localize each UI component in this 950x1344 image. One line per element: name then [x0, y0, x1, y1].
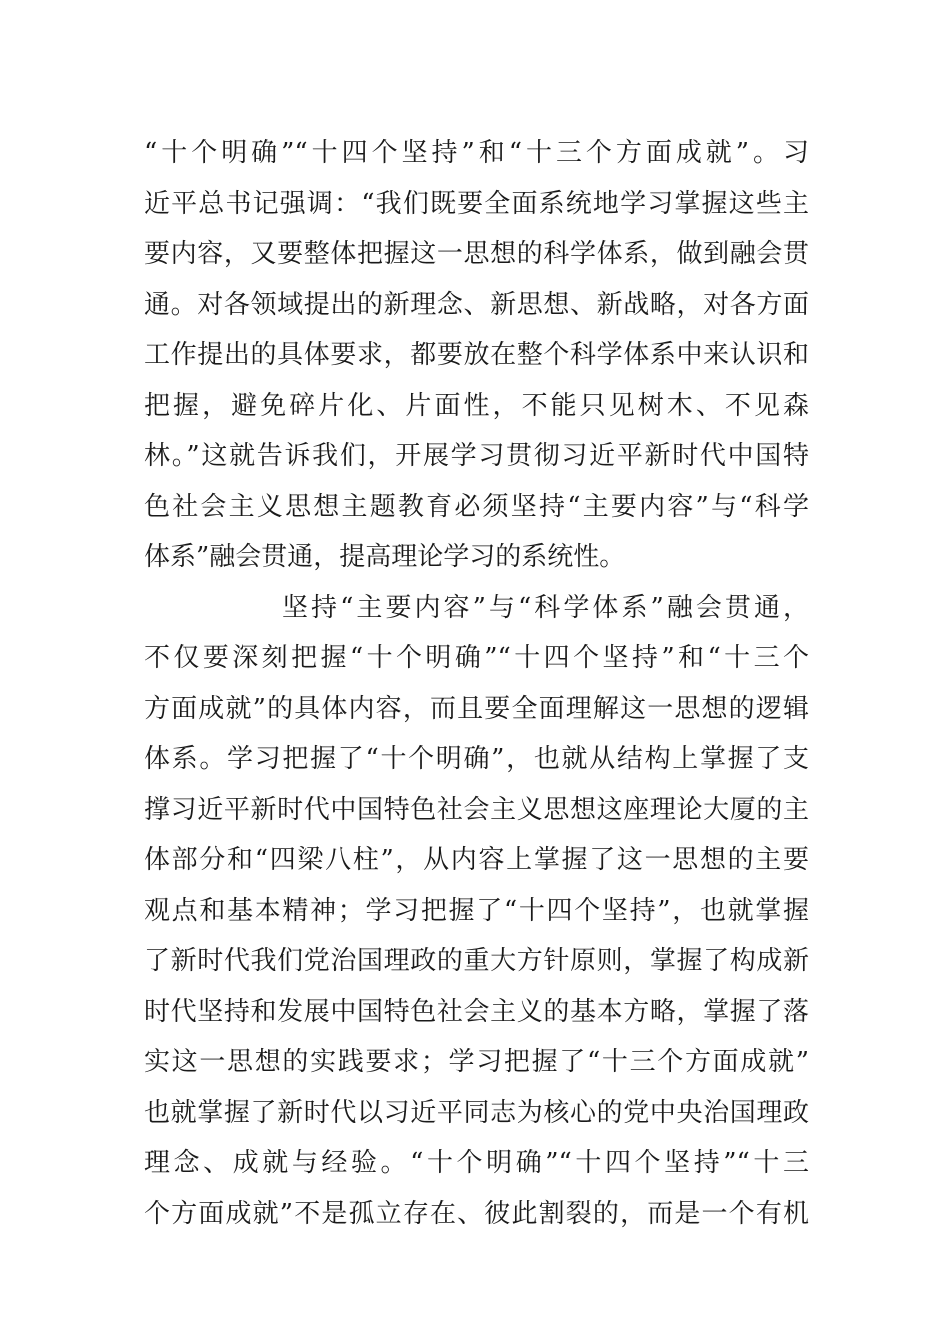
text-line: 了新时代我们党治国理政的重大方针原则，掌握了构成新: [144, 946, 809, 976]
text-line: 体系”融会贯通，提高理论学习的系统性。: [144, 542, 626, 572]
text-line: 林。”这就告诉我们，开展学习贯彻习近平新时代中国特: [144, 441, 809, 471]
text-line: 个方面成就”不是孤立存在、彼此割裂的，而是一个有机: [144, 1198, 809, 1229]
text-line: “十个明确”“十四个坚持”和“十三个方面成就”。习: [144, 138, 809, 168]
text-line: 通。对各领域提出的新理念、新思想、新战略，对各方面: [144, 289, 809, 320]
text-line: 体系。学习把握了“十个明确”，也就从结构上掌握了支: [144, 744, 809, 774]
text-line: 不仅要深刻把握“十个明确”“十四个坚持”和“十三个: [144, 643, 809, 673]
text-line: 也就掌握了新时代以习近平同志为核心的党中央治国理政: [144, 1097, 809, 1128]
text-line: 观点和基本精神；学习把握了“十四个坚持”，也就掌握: [144, 895, 809, 926]
text-line: 工作提出的具体要求，都要放在整个科学体系中来认识和: [144, 340, 809, 370]
text-line: 近平总书记强调：“我们既要全面系统地学习掌握这些主: [144, 188, 809, 219]
text-line: 时代坚持和发展中国特色社会主义的基本方略，掌握了落: [144, 996, 809, 1027]
text-line: 实这一思想的实践要求；学习把握了“十三个方面成就”: [144, 1047, 809, 1077]
text-line: 理念、成就与经验。“十个明确”“十四个坚持”“十三: [144, 1148, 809, 1178]
text-line: 方面成就”的具体内容，而且要全面理解这一思想的逻辑: [144, 693, 809, 724]
text-line: 要内容，又要整体把握这一思想的科学体系，做到融会贯: [144, 239, 809, 269]
paragraph-2: [144, 583, 809, 1240]
text-line: 坚持“主要内容”与“科学体系”融会贯通，: [282, 592, 809, 623]
text-line: 色社会主义思想主题教育必须坚持“主要内容”与“科学: [144, 491, 809, 522]
body-text: [144, 128, 809, 1239]
text-line: 撑习近平新时代中国特色社会主义思想这座理论大厦的主: [144, 794, 809, 825]
text-line: 体部分和“四梁八柱”，从内容上掌握了这一思想的主要: [144, 845, 809, 875]
paragraph-1: [144, 128, 809, 583]
text-line: 把握，避免碎片化、片面性，不能只见树木、不见森: [144, 390, 809, 421]
